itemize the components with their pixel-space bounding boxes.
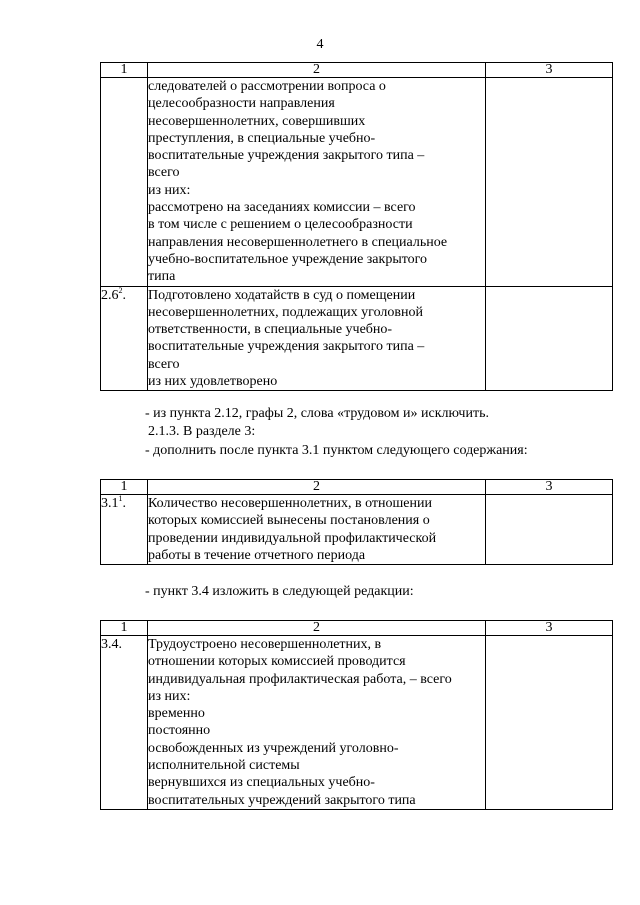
continuation-table	[100, 62, 613, 391]
description-line: Трудоустроено несовершеннолетних, в	[148, 637, 382, 652]
row-description	[148, 636, 486, 810]
header-col-2: 2	[148, 480, 486, 495]
description-line: направления несовершеннолетнего в специальное	[148, 234, 448, 250]
description-line: ответственности, в специальные учебно-	[148, 322, 393, 338]
row-description	[148, 286, 486, 391]
header-col-2: 2	[148, 63, 486, 78]
description-line: постоянно	[148, 723, 211, 739]
description-line: временно	[148, 706, 205, 722]
table-header-row	[101, 63, 613, 78]
description-line: несовершеннолетних, совершивших	[148, 113, 366, 129]
paragraph-exclusion: - из пункта 2.12, графы 2, слова «трудовом и» исключить.	[145, 406, 489, 421]
row-number-superscript: 2	[118, 285, 123, 295]
row-value	[486, 78, 613, 287]
description-line: работы в течение отчетного периода	[148, 547, 366, 563]
description-line: целесообразности направления	[148, 96, 335, 112]
table-header-row	[101, 621, 613, 636]
description-line: в том числе с решением о целесообразности	[148, 217, 413, 233]
header-col-3: 3	[486, 621, 613, 636]
description-line: которых комиссией вынесены постановления о	[148, 513, 430, 529]
description-line: рассмотрено на заседаниях комиссии – всего	[148, 200, 416, 216]
description-line: всего	[148, 165, 180, 181]
table-header-row	[101, 480, 613, 495]
header-col-1: 1	[101, 63, 148, 78]
row-description	[148, 495, 486, 565]
description-line: воспитательные учреждения закрытого типа –	[148, 339, 425, 355]
page-number: 4	[316, 37, 324, 52]
row-number	[101, 495, 148, 565]
row-description	[148, 78, 486, 287]
row-number	[101, 78, 148, 287]
description-line: вернувшихся из специальных учебно-	[148, 775, 375, 791]
row-number-superscript: 1	[118, 494, 123, 503]
description-line: исполнительной системы	[148, 758, 300, 774]
description-line: несовершеннолетних, подлежащих уголовной	[148, 304, 423, 320]
description-line: всего	[148, 356, 180, 372]
row-number: 3.4.	[101, 636, 148, 810]
table-row	[101, 495, 613, 565]
row-value	[486, 636, 613, 810]
description-line: типа	[148, 269, 176, 285]
description-line: следователей о рассмотрении вопроса о	[148, 79, 386, 94]
paragraph-restate-item: - пункт 3.4 изложить в следующей редакции:	[145, 584, 414, 599]
description-line: индивидуальная профилактическая работа, – всего	[148, 671, 452, 687]
description-line: из них:	[148, 182, 191, 198]
description-line: Количество несовершеннолетних, в отношении	[148, 496, 432, 511]
header-col-3: 3	[486, 480, 613, 495]
description-line: преступления, в специальные учебно-	[148, 130, 376, 146]
row-value	[486, 286, 613, 391]
table-row	[101, 286, 613, 391]
row-value	[486, 495, 613, 565]
description-line: освобожденных из учреждений уголовно-	[148, 740, 399, 756]
description-line: отношении которых комиссией проводится	[148, 654, 406, 670]
row-number-suffix: .	[122, 496, 126, 511]
revision-table	[100, 620, 613, 810]
paragraph-add-item: - дополнить после пункта 3.1 пунктом следующего содержания:	[145, 443, 528, 458]
header-col-3: 3	[486, 63, 613, 78]
description-line: воспитательные учреждения закрытого типа –	[148, 148, 425, 164]
description-line: проведении индивидуальной профилактической	[148, 530, 437, 546]
description-line: воспитательных учреждений закрытого типа	[148, 792, 416, 808]
insert-table	[100, 479, 613, 565]
paragraph-section-heading: 2.1.3. В разделе 3:	[148, 424, 256, 439]
header-col-1: 1	[101, 621, 148, 636]
description-line: из них удовлетворено	[148, 374, 278, 390]
row-number-text: 2.6	[101, 287, 119, 303]
header-col-2: 2	[148, 621, 486, 636]
row-number-text: 3.1	[101, 496, 119, 511]
row-number-suffix: .	[122, 287, 126, 303]
row-number	[101, 286, 148, 391]
description-line: учебно-воспитательное учреждение закрытого	[148, 251, 428, 267]
description-line: Подготовлено ходатайств в суд о помещении	[148, 287, 416, 303]
table-row	[101, 78, 613, 287]
description-line: из них:	[148, 688, 191, 704]
header-col-1: 1	[101, 480, 148, 495]
table-row	[101, 636, 613, 810]
